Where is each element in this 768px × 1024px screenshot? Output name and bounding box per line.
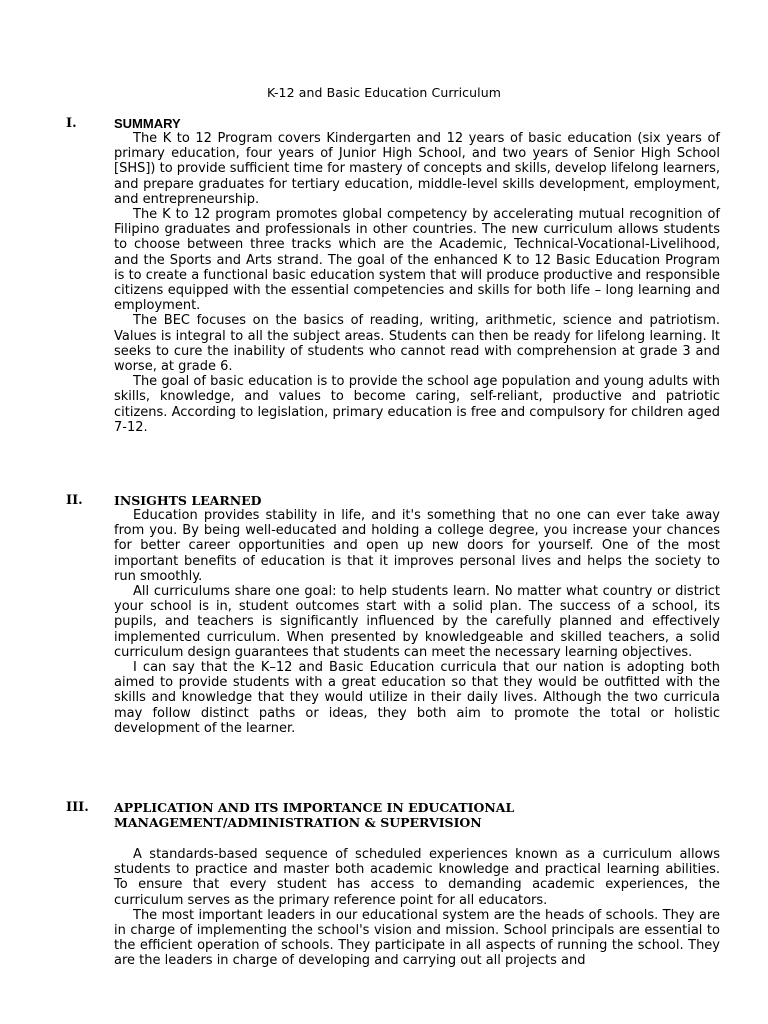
- paragraph: The goal of basic education is to provide the school age population and young adults with skills, knowledge, and values to become caring, self-reliant, productive and patriotic citizens. According to legislation, primary education is free and compulsory for children aged 7-12.: [114, 374, 720, 435]
- section-body: [66, 830, 720, 969]
- section-heading-line: MANAGEMENT/ADMINISTRATION & SUPERVISION: [114, 815, 482, 830]
- section-body: [66, 131, 720, 435]
- section-application: [66, 800, 720, 969]
- section-numeral: II.: [66, 493, 83, 508]
- section-heading: [114, 493, 262, 508]
- section-numeral: III.: [66, 800, 89, 815]
- document-title: K-12 and Basic Education Curriculum: [266, 85, 502, 100]
- section-insights-learned: [66, 493, 720, 736]
- section-header: [66, 493, 720, 508]
- section-numeral: I.: [66, 116, 77, 131]
- section-summary: [66, 116, 720, 435]
- paragraph: The K to 12 Program covers Kindergarten and 12 years of basic education (six years of primary education, four years of Junior High School, and two years of Senior High School [SHS]) to provide sufficient time for mastery of concepts and skills, develop lifelong learners, and prepare graduates for tertiary education, middle-level skills development, employment, and entrepreneurship.: [114, 131, 720, 207]
- paragraph: I can say that the K–12 and Basic Education curricula that our nation is adopting both aimed to provide students with a great education so that they would be outfitted with the skills and knowledge that they would utilize in their daily lives. Although the two curricula may follow distinct paths or ideas, they both aim to promote the total or holistic development of the learner.: [114, 660, 720, 736]
- paragraph: A standards-based sequence of scheduled experiences known as a curriculum allows students to practice and master both academic knowledge and practical learning abilities. To ensure that every student has access to demanding academic experiences, the curriculum serves as the primary reference point for all educators.: [114, 847, 720, 908]
- paragraph: The most important leaders in our educational system are the heads of schools. They are in charge of implementing the school's vision and mission. School principals are essential to the efficient operation of schools. They participate in all aspects of running the school. They are the leaders in charge of developing and carrying out all projects and: [114, 907, 720, 969]
- section-heading: [114, 116, 181, 131]
- section-heading-line: APPLICATION AND ITS IMPORTANCE IN EDUCATIONAL: [114, 800, 515, 815]
- section-heading: [114, 800, 514, 830]
- section-body: [66, 508, 720, 736]
- paragraph: The K to 12 program promotes global competency by accelerating mutual recognition of Filipino graduates and professionals in other countries. The new curriculum allows students to choose between three tracks which are the Academic, Technical-Vocational-Livelihood, and the Sports and Arts strand. The goal of the enhanced K to 12 Basic Education Program is to create a functional basic education system that will produce productive and responsible citizens equipped with the essential competencies and skills for both life – long learning and employment.: [114, 207, 720, 314]
- section-heading-line: INSIGHTS LEARNED: [114, 493, 262, 508]
- paragraph: The BEC focuses on the basics of reading, writing, arithmetic, science and patriotism. Values is integral to all the subject areas. Students can then be ready for lifelong learning. It seeks to cure the inability of students who cannot read with comprehension at grade 3 and worse, at grade 6.: [114, 313, 720, 375]
- section-heading-line: SUMMARY: [114, 116, 181, 131]
- spacer: [114, 830, 720, 847]
- section-header: [66, 116, 720, 131]
- paragraph: Education provides stability in life, and it's something that no one can ever take away from you. By being well-educated and holding a college degree, you increase your chances for better career opportunities and open up new doors for yourself. One of the most important benefits of education is that it improves personal lives and helps the society to run smoothly.: [114, 508, 720, 584]
- section-header: [66, 800, 720, 830]
- paragraph: All curriculums share one goal: to help students learn. No matter what country or district your school is in, student outcomes start with a solid plan. The success of a school, its pupils, and teachers is significantly influenced by the carefully planned and effectively implemented curriculum. When presented by knowledgeable and skilled teachers, a solid curriculum design guarantees that students can meet the necessary learning objectives.: [114, 584, 720, 660]
